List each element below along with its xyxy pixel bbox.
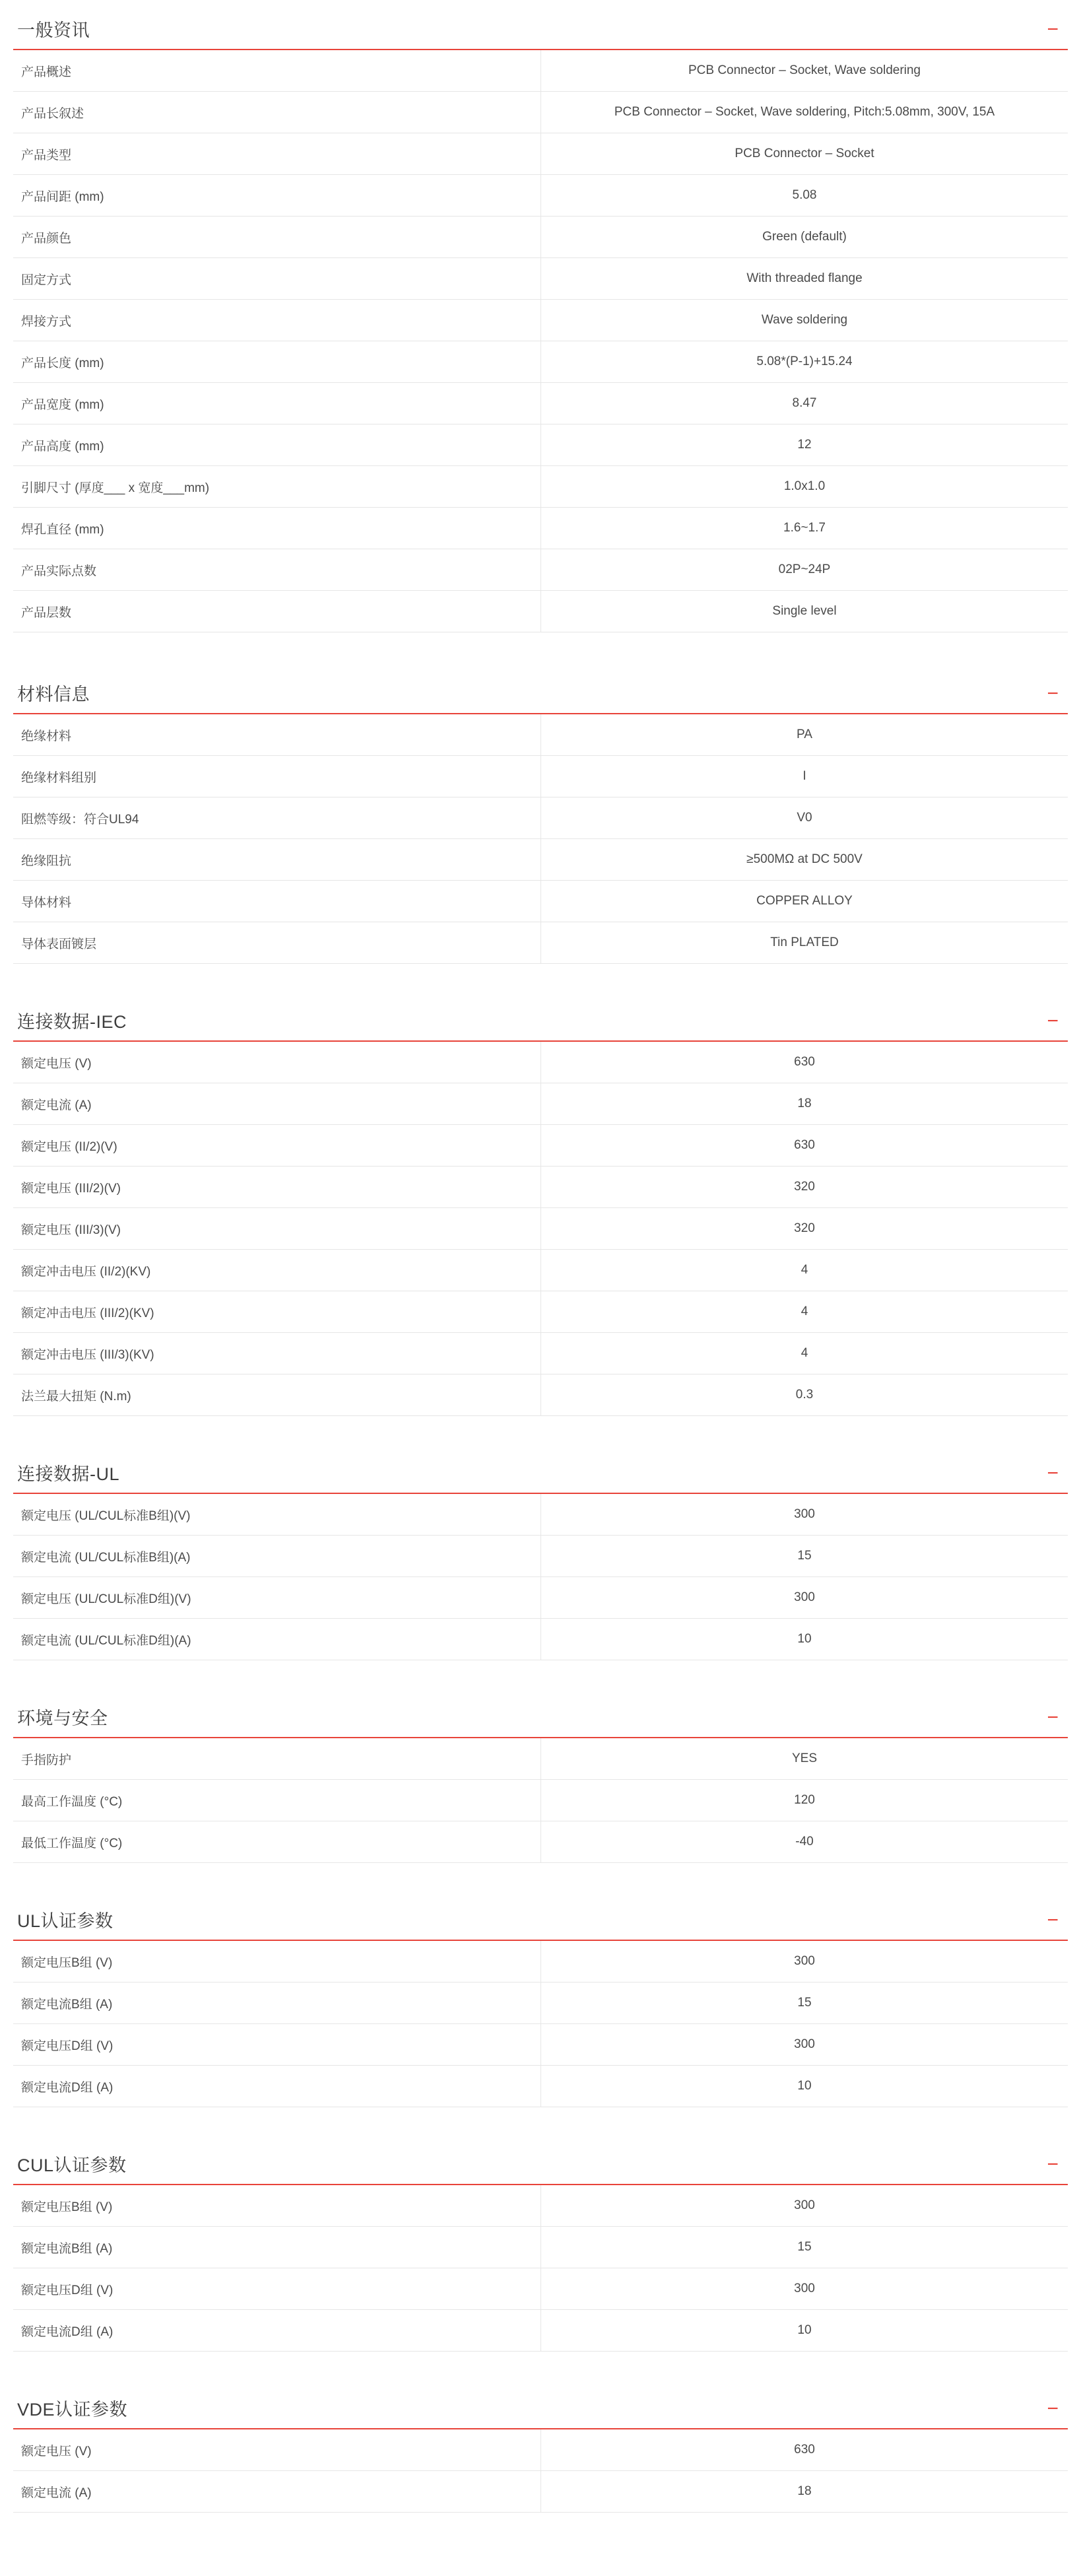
section-title: 环境与安全 — [17, 1709, 108, 1728]
spec-label: 焊接方式 — [13, 300, 541, 341]
spec-value: Single level — [541, 591, 1068, 632]
section-title: 连接数据-IEC — [17, 1012, 127, 1032]
table-row — [13, 1941, 1068, 1983]
spec-value: 300 — [541, 2185, 1068, 2227]
spec-label: 产品长度 (mm) — [13, 341, 541, 383]
table-row — [13, 2227, 1068, 2268]
section-title: 连接数据-UL — [17, 1464, 120, 1484]
section-title: VDE认证参数 — [17, 2400, 128, 2420]
spec-label: 法兰最大扭矩 (N.m) — [13, 1374, 541, 1416]
spec-label: 导体材料 — [13, 881, 541, 922]
spec-label: 额定电流 (A) — [13, 2471, 541, 2513]
spec-label: 额定冲击电压 (II/2)(KV) — [13, 1250, 541, 1291]
spec-label: 最高工作温度 (°C) — [13, 1780, 541, 1821]
spec-value: 5.08 — [541, 175, 1068, 217]
table-row — [13, 300, 1068, 341]
spec-value: 300 — [541, 1494, 1068, 1536]
spec-value: 10 — [541, 1619, 1068, 1660]
spec-label: 手指防护 — [13, 1738, 541, 1780]
spec-value: PA — [541, 714, 1068, 756]
collapse-minus-icon[interactable]: − — [1047, 683, 1059, 704]
spec-value: 300 — [541, 2024, 1068, 2066]
spec-label: 额定电压 (UL/CUL标准D组)(V) — [13, 1577, 541, 1619]
spec-label: 产品概述 — [13, 50, 541, 92]
spec-label: 固定方式 — [13, 258, 541, 300]
table-row — [13, 2310, 1068, 2352]
table-row — [13, 2268, 1068, 2310]
spec-value: 630 — [541, 1042, 1068, 1083]
section-title: 一般资讯 — [17, 20, 90, 40]
table-row — [13, 50, 1068, 92]
collapse-minus-icon[interactable]: − — [1047, 1707, 1059, 1728]
section-header[interactable] — [13, 2399, 1068, 2429]
spec-label: 额定电流B组 (A) — [13, 1983, 541, 2024]
spec-label: 产品实际点数 — [13, 549, 541, 591]
spec-value: 15 — [541, 1983, 1068, 2024]
spec-value: COPPER ALLOY — [541, 881, 1068, 922]
spec-value: With threaded flange — [541, 258, 1068, 300]
spec-value: 630 — [541, 1125, 1068, 1167]
spec-value: 4 — [541, 1291, 1068, 1333]
spec-value: 120 — [541, 1780, 1068, 1821]
spec-value: PCB Connector – Socket, Wave soldering — [541, 50, 1068, 92]
spec-section — [13, 2352, 1068, 2513]
table-row — [13, 383, 1068, 424]
spec-value: 18 — [541, 1083, 1068, 1125]
table-row — [13, 258, 1068, 300]
collapse-minus-icon[interactable]: − — [1047, 1462, 1059, 1484]
sections-container — [13, 0, 1068, 2513]
spec-table — [13, 2185, 1068, 2352]
spec-value: 10 — [541, 2310, 1068, 2352]
spec-label: 额定电流D组 (A) — [13, 2066, 541, 2107]
spec-value: -40 — [541, 1821, 1068, 1863]
table-row — [13, 1780, 1068, 1821]
spec-section — [13, 2107, 1068, 2352]
spec-label: 阻燃等级：符合UL94 — [13, 797, 541, 839]
section-header[interactable] — [13, 1464, 1068, 1494]
table-row — [13, 1738, 1068, 1780]
section-header[interactable] — [13, 2155, 1068, 2185]
spec-value: 15 — [541, 1536, 1068, 1577]
spec-table — [13, 1941, 1068, 2107]
section-title: UL认证参数 — [17, 1911, 114, 1931]
spec-table — [13, 2429, 1068, 2513]
section-spacer — [13, 2107, 1068, 2155]
spec-label: 产品间距 (mm) — [13, 175, 541, 217]
section-spacer — [13, 1863, 1068, 1911]
spec-label: 额定电压B组 (V) — [13, 2185, 541, 2227]
spec-label: 焊孔直径 (mm) — [13, 508, 541, 549]
spec-section — [13, 1863, 1068, 2107]
spec-label: 额定冲击电压 (III/3)(KV) — [13, 1333, 541, 1374]
spec-label: 额定电压 (V) — [13, 2429, 541, 2471]
section-spacer — [13, 2352, 1068, 2399]
table-row — [13, 175, 1068, 217]
spec-value: 5.08*(P-1)+15.24 — [541, 341, 1068, 383]
collapse-minus-icon[interactable]: − — [1047, 1909, 1059, 1931]
spec-section — [13, 1416, 1068, 1660]
spec-section — [13, 964, 1068, 1416]
table-row — [13, 2066, 1068, 2107]
spec-table — [13, 1738, 1068, 1863]
spec-label: 额定电压 (V) — [13, 1042, 541, 1083]
spec-label: 产品层数 — [13, 591, 541, 632]
spec-label: 额定电流D组 (A) — [13, 2310, 541, 2352]
table-row — [13, 466, 1068, 508]
spec-table — [13, 1042, 1068, 1416]
spec-section — [13, 0, 1068, 632]
table-row — [13, 1619, 1068, 1660]
table-row — [13, 1167, 1068, 1208]
table-row — [13, 1291, 1068, 1333]
table-row — [13, 591, 1068, 632]
spec-value: Green (default) — [541, 217, 1068, 258]
table-row — [13, 2471, 1068, 2513]
spec-label: 额定冲击电压 (III/2)(KV) — [13, 1291, 541, 1333]
spec-value: 300 — [541, 1577, 1068, 1619]
spec-value: 12 — [541, 424, 1068, 466]
spec-value: 18 — [541, 2471, 1068, 2513]
section-header[interactable] — [13, 0, 1068, 50]
table-row — [13, 1042, 1068, 1083]
table-row — [13, 424, 1068, 466]
section-spacer — [13, 964, 1068, 1011]
spec-label: 导体表面镀层 — [13, 922, 541, 964]
section-header[interactable] — [13, 684, 1068, 714]
table-row — [13, 714, 1068, 756]
spec-value: 4 — [541, 1250, 1068, 1291]
spec-table — [13, 714, 1068, 964]
table-row — [13, 1983, 1068, 2024]
table-row — [13, 1577, 1068, 1619]
spec-value: ≥500MΩ at DC 500V — [541, 839, 1068, 881]
table-row — [13, 1250, 1068, 1291]
table-row — [13, 133, 1068, 175]
spec-label: 额定电流 (UL/CUL标准D组)(A) — [13, 1619, 541, 1660]
spec-label: 产品高度 (mm) — [13, 424, 541, 466]
spec-label: 额定电流B组 (A) — [13, 2227, 541, 2268]
spec-value: PCB Connector – Socket, Wave soldering, Pitch:5.08mm, 300V, 15A — [541, 92, 1068, 133]
table-row — [13, 881, 1068, 922]
section-header[interactable] — [13, 1708, 1068, 1738]
spec-label: 额定电压D组 (V) — [13, 2024, 541, 2066]
table-row — [13, 92, 1068, 133]
spec-value: 02P~24P — [541, 549, 1068, 591]
table-row — [13, 508, 1068, 549]
spec-label: 产品宽度 (mm) — [13, 383, 541, 424]
collapse-minus-icon[interactable]: − — [1047, 18, 1059, 40]
spec-value: 300 — [541, 2268, 1068, 2310]
collapse-minus-icon[interactable]: − — [1047, 2398, 1059, 2420]
spec-value: 0.3 — [541, 1374, 1068, 1416]
spec-label: 绝缘材料组别 — [13, 756, 541, 797]
table-row — [13, 839, 1068, 881]
table-row — [13, 549, 1068, 591]
spec-label: 绝缘材料 — [13, 714, 541, 756]
table-row — [13, 922, 1068, 964]
collapse-minus-icon[interactable]: − — [1047, 2153, 1059, 2175]
spec-label: 产品类型 — [13, 133, 541, 175]
table-row — [13, 797, 1068, 839]
table-row — [13, 2429, 1068, 2471]
spec-label: 额定电压 (III/3)(V) — [13, 1208, 541, 1250]
spec-value: 1.6~1.7 — [541, 508, 1068, 549]
spec-value: 1.0x1.0 — [541, 466, 1068, 508]
section-spacer — [13, 632, 1068, 684]
spec-label: 额定电压D组 (V) — [13, 2268, 541, 2310]
spec-label: 额定电流 (A) — [13, 1083, 541, 1125]
table-row — [13, 756, 1068, 797]
table-row — [13, 1083, 1068, 1125]
spec-label: 额定电压 (UL/CUL标准B组)(V) — [13, 1494, 541, 1536]
spec-label: 最低工作温度 (°C) — [13, 1821, 541, 1863]
spec-value: 320 — [541, 1167, 1068, 1208]
spec-section — [13, 632, 1068, 964]
table-row — [13, 2185, 1068, 2227]
section-spacer — [13, 1416, 1068, 1464]
section-header[interactable] — [13, 1011, 1068, 1042]
spec-label: 额定电流 (UL/CUL标准B组)(A) — [13, 1536, 541, 1577]
table-row — [13, 1494, 1068, 1536]
spec-value: Tin PLATED — [541, 922, 1068, 964]
spec-label: 引脚尺寸 (厚度___ x 宽度___mm) — [13, 466, 541, 508]
table-row — [13, 1333, 1068, 1374]
spec-value: 8.47 — [541, 383, 1068, 424]
spec-section — [13, 1660, 1068, 1863]
spec-value: 300 — [541, 1941, 1068, 1983]
spec-value: I — [541, 756, 1068, 797]
collapse-minus-icon[interactable]: − — [1047, 1010, 1059, 1032]
spec-value: 320 — [541, 1208, 1068, 1250]
spec-value: 15 — [541, 2227, 1068, 2268]
spec-value: V0 — [541, 797, 1068, 839]
spec-label: 额定电压 (III/2)(V) — [13, 1167, 541, 1208]
table-row — [13, 341, 1068, 383]
spec-value: Wave soldering — [541, 300, 1068, 341]
spec-table — [13, 50, 1068, 632]
table-row — [13, 2024, 1068, 2066]
spec-value: 4 — [541, 1333, 1068, 1374]
spec-table — [13, 1494, 1068, 1660]
section-spacer — [13, 1660, 1068, 1708]
table-row — [13, 217, 1068, 258]
spec-label: 额定电压 (II/2)(V) — [13, 1125, 541, 1167]
section-header[interactable] — [13, 1911, 1068, 1941]
spec-label: 产品颜色 — [13, 217, 541, 258]
spec-label: 额定电压B组 (V) — [13, 1941, 541, 1983]
table-row — [13, 1536, 1068, 1577]
table-row — [13, 1208, 1068, 1250]
section-title: CUL认证参数 — [17, 2155, 127, 2175]
spec-label: 绝缘阻抗 — [13, 839, 541, 881]
spec-value: 10 — [541, 2066, 1068, 2107]
spec-value: 630 — [541, 2429, 1068, 2471]
table-row — [13, 1125, 1068, 1167]
table-row — [13, 1374, 1068, 1416]
spec-value: PCB Connector – Socket — [541, 133, 1068, 175]
section-title: 材料信息 — [17, 685, 90, 704]
spec-value: YES — [541, 1738, 1068, 1780]
spec-label: 产品长叙述 — [13, 92, 541, 133]
table-row — [13, 1821, 1068, 1863]
